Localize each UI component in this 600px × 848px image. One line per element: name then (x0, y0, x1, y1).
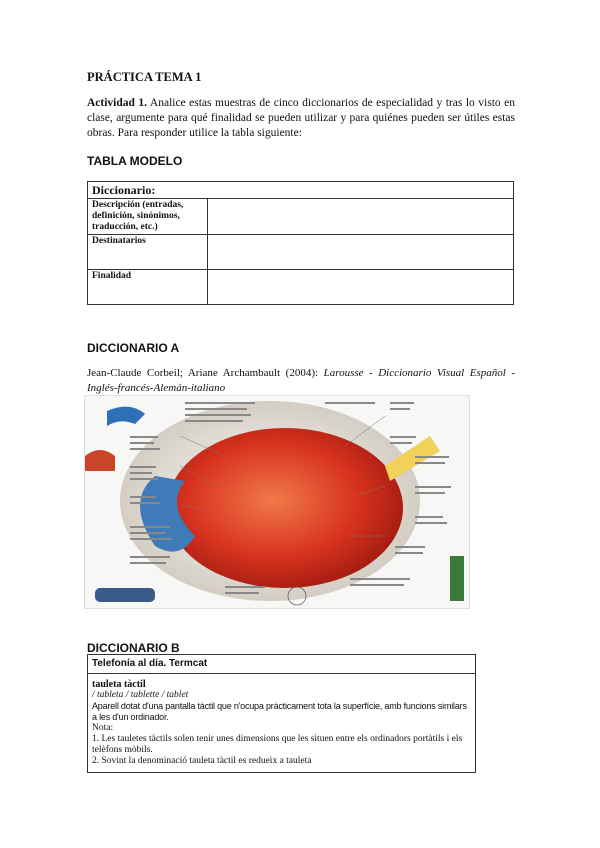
cell-descripcion (208, 199, 514, 235)
entry-note-label: Nota: (92, 723, 114, 733)
page-title: PRÁCTICA TEMA 1 (87, 70, 202, 84)
dic-b-box-title: Telefonía al día. Termcat (88, 655, 475, 674)
activity-label: Actividad 1. (87, 97, 148, 109)
entry-note-1: 1. Les tauletes tàctils solen tenir unes dimensions que les situen entre els ordinadors portàtils i els telèfons mòbils. (92, 734, 463, 755)
tabla-header: Diccionario: (88, 182, 514, 199)
tabla-heading: TABLA MODELO (87, 154, 183, 168)
dic-a-reference (87, 366, 515, 396)
activity-paragraph (87, 96, 515, 141)
ref-authors: Jean-Claude Corbeil; Ariane Archambault (2004): (87, 367, 324, 379)
plant-icon (450, 556, 464, 601)
activity-text: Analice estas muestras de cinco diccionarios de especialidad y tras lo visto en clase, argumente para qué finalidad se pueden utilizar y para quiénes pueden ser útiles estas obras. Para responder utilice la tabla siguiente: (87, 97, 515, 139)
row-finalidad: Finalidad (88, 270, 208, 305)
row-descripcion: Descripción (entradas, definición, sinónimos, traducción, etc.) (88, 199, 208, 235)
eye-diagram-svg (85, 396, 469, 608)
entry-note-2: 2. Sovint la denominació tauleta tàctil es redueix a tauleta (92, 756, 312, 766)
ref-title: Larousse - Diccionario Visual Español - Inglés-francés-Alemán-italiano (87, 367, 515, 394)
entry-term: tauleta tàctil (92, 679, 146, 690)
dic-b-entry (92, 679, 471, 767)
row-destinatarios: Destinatarios (88, 235, 208, 270)
entry-equivalents: / tableta / tablette / tablet (92, 690, 189, 700)
eye-illustration (84, 395, 470, 609)
dic-a-heading: DICCIONARIO A (87, 341, 180, 355)
car-icon (95, 588, 155, 602)
cell-destinatarios (208, 235, 514, 270)
entry-definition: Aparell dotat d'una pantalla tàctil que n'ocupa pràcticament tota la superfície, amb funcions similars a les d'un ordinador. (92, 701, 467, 722)
mushroom-icon (85, 450, 115, 471)
tabla-modelo (87, 181, 514, 305)
dic-b-heading: DICCIONARIO B (87, 641, 180, 655)
cell-finalidad (208, 270, 514, 305)
dic-b-entry-box (87, 654, 476, 773)
